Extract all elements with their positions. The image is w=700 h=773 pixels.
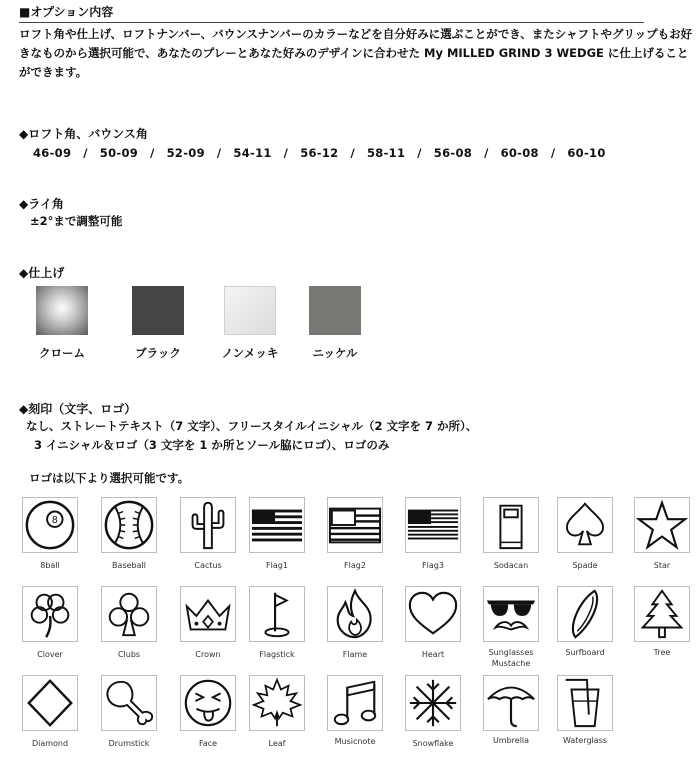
logo-label: Sodacan	[493, 561, 529, 570]
umbrella-icon	[484, 676, 538, 730]
star-icon	[635, 498, 689, 552]
logo-label: Tree	[653, 648, 671, 657]
logo-flame[interactable]	[327, 586, 383, 642]
clover-icon	[23, 587, 77, 641]
diamond-icon	[23, 676, 77, 730]
logo-label: Star	[653, 561, 671, 570]
finish-swatch-chrome[interactable]	[36, 286, 88, 335]
logo-8ball[interactable]	[22, 497, 78, 553]
logo-flag2[interactable]	[327, 497, 383, 553]
logo-diamond[interactable]	[22, 675, 78, 731]
logo-label: Drumstick	[108, 739, 150, 748]
logo-note: ロゴは以下より選択可能です。	[29, 471, 190, 485]
loft-sep: /	[484, 146, 489, 160]
clubs-icon	[102, 587, 156, 641]
loft-sep: /	[283, 146, 289, 160]
musicnote-icon	[328, 676, 382, 730]
logo-label: Diamond	[31, 739, 69, 748]
loft-value: 56-08	[433, 146, 473, 160]
loft-sep: /	[350, 146, 355, 160]
logo-tree[interactable]	[634, 586, 690, 642]
logo-face[interactable]	[180, 675, 236, 731]
loft-value: 52-09	[166, 146, 205, 160]
logo-label: Waterglass	[562, 736, 608, 745]
loft-value: 56-12	[300, 146, 339, 160]
flagstick-icon	[250, 587, 304, 641]
flame-icon	[328, 587, 382, 641]
finish-swatch-nickel[interactable]	[309, 286, 361, 335]
stamp-title: ◆刻印（文字、ロゴ）	[19, 402, 137, 416]
logo-label: Sunglasses Mustache	[488, 648, 534, 668]
logo-label: Flag2	[344, 561, 366, 570]
lie-text: ±2°まで調整可能	[30, 214, 123, 228]
logo-label: Face	[198, 739, 218, 748]
logo-label: Flame	[342, 650, 368, 659]
lie-title: ◆ライ角	[19, 197, 64, 211]
heart-icon	[406, 587, 460, 641]
finish-swatch-nonplated[interactable]	[224, 286, 276, 335]
logo-crown[interactable]	[180, 586, 236, 642]
logo-label: Leaf	[268, 739, 286, 748]
logo-flag3[interactable]	[405, 497, 461, 553]
flag2-icon	[328, 498, 382, 552]
flag3-icon	[406, 498, 460, 552]
leaf-icon	[250, 676, 304, 730]
logo-label: Clover	[37, 650, 63, 659]
logo-label: Spade	[572, 561, 598, 570]
logo-label: Clubs	[117, 650, 141, 659]
logo-label: Flagstick	[259, 650, 295, 659]
loft-value: 58-11	[366, 146, 406, 160]
header-divider	[19, 22, 644, 23]
logo-musicnote[interactable]	[327, 675, 383, 731]
loft-value: 46-09	[33, 146, 72, 160]
finish-label: クローム	[39, 346, 85, 360]
logo-clubs[interactable]	[101, 586, 157, 642]
finish-label: ニッケル	[312, 346, 358, 360]
flag1-icon	[250, 498, 304, 552]
logo-label: Heart	[421, 650, 445, 659]
logo-umbrella[interactable]	[483, 675, 539, 731]
loft-sep: /	[150, 146, 155, 160]
loft-sep: /	[83, 146, 88, 160]
logo-flag1[interactable]	[249, 497, 305, 553]
loft-title: ◆ロフト角、バウンス角	[19, 127, 148, 141]
snowflake-icon	[406, 676, 460, 730]
logo-baseball[interactable]	[101, 497, 157, 553]
tree-icon	[635, 587, 689, 641]
section-header: ■オプション内容	[19, 5, 114, 19]
waterglass-icon	[558, 676, 612, 730]
logo-waterglass[interactable]	[557, 675, 613, 731]
logo-label: Cactus	[194, 561, 222, 570]
logo-label: Flag3	[422, 561, 444, 570]
finish-title: ◆仕上げ	[19, 266, 65, 280]
logo-leaf[interactable]	[249, 675, 305, 731]
sunglasses-mustache-icon	[484, 587, 538, 641]
logo-label: Surfboard	[565, 648, 605, 657]
logo-snowflake[interactable]	[405, 675, 461, 731]
logo-label: Flag1	[266, 561, 288, 570]
sodacan-icon	[484, 498, 538, 552]
logo-label: Baseball	[112, 561, 146, 570]
logo-label: Snowflake	[412, 739, 454, 748]
intro-text: ロフト角や仕上げ、ロフトナンバー、バウンスナンバーのカラーなどを自分好みに選ぶことができ、またシャフトやグリップもお好きなものから選択可能で、あなたのプレーとあなた好みのデザインに合わせた My MILLED GRIND 3 WEDGE に仕上げることができます。	[19, 27, 693, 79]
logo-cactus[interactable]	[180, 497, 236, 553]
logo-label: 8ball	[40, 561, 60, 570]
logo-label: Musicnote	[334, 737, 376, 746]
logo-heart[interactable]	[405, 586, 461, 642]
stamp-options-line2: 3 イニシャル＆ロゴ（3 文字を 1 か所とソール脇にロゴ）、ロゴのみ	[34, 438, 390, 452]
loft-value: 54-11	[233, 146, 272, 160]
logo-surfboard[interactable]	[557, 586, 613, 642]
loft-value: 60-08	[500, 146, 539, 160]
loft-sep: /	[216, 146, 222, 160]
logo-label: Crown	[195, 650, 221, 659]
finish-label: ブラック	[135, 346, 181, 360]
svg-text:8: 8	[51, 515, 58, 527]
loft-sep: /	[417, 146, 422, 160]
loft-sep: /	[550, 146, 556, 160]
spade-icon	[558, 498, 612, 552]
logo-sunglasses-mustache[interactable]	[483, 586, 539, 642]
drumstick-icon	[102, 676, 156, 730]
logo-drumstick[interactable]	[101, 675, 157, 731]
logo-clover[interactable]	[22, 586, 78, 642]
crown-icon	[181, 587, 235, 641]
stamp-options-line1: なし、ストレートテキスト（7 文字）、フリースタイルイニシャル（2 文字を 7 か所）、	[26, 419, 478, 433]
finish-swatch-black[interactable]	[132, 286, 184, 335]
loft-value: 60-10	[567, 146, 606, 160]
logo-spade[interactable]	[557, 497, 613, 553]
baseball-icon	[102, 498, 156, 552]
surfboard-icon	[558, 587, 612, 641]
cactus-icon	[181, 498, 235, 552]
face-icon	[181, 676, 235, 730]
logo-flagstick[interactable]	[249, 586, 305, 642]
logo-star[interactable]	[634, 497, 690, 553]
logo-label: Umbrella	[492, 736, 530, 745]
finish-label: ノンメッキ	[221, 346, 279, 360]
loft-value: 50-09	[99, 146, 139, 160]
logo-sodacan[interactable]	[483, 497, 539, 553]
8ball-icon	[23, 498, 77, 552]
loft-values	[33, 146, 606, 160]
